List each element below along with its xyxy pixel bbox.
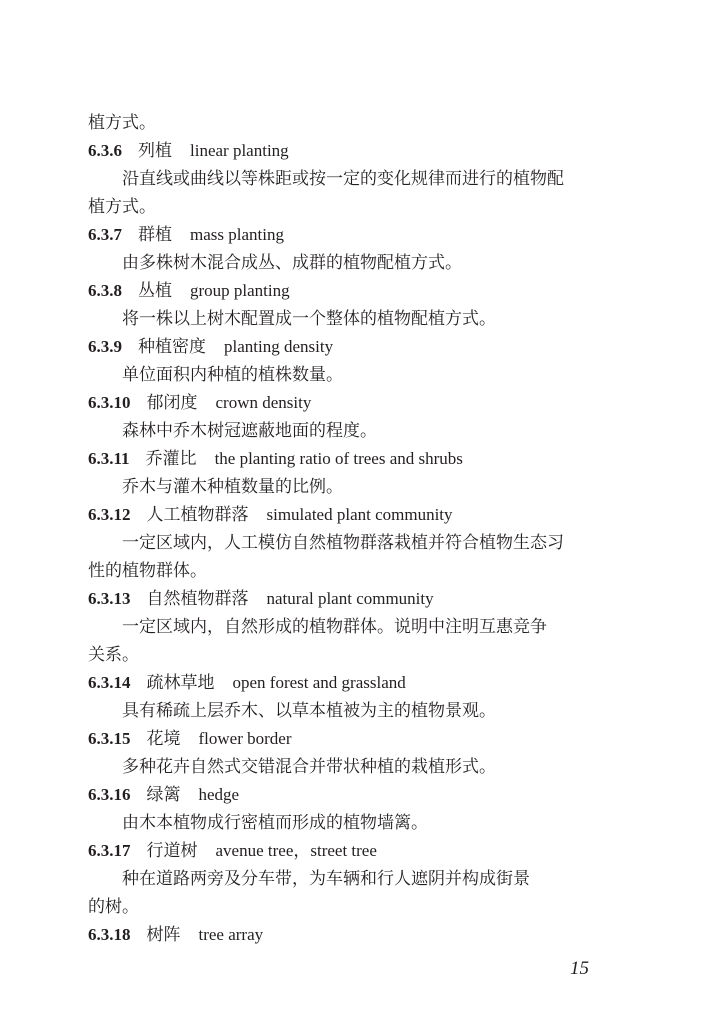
definition-line: 一定区域内，人工模仿自然植物群落栽植并符合植物生态习 (122, 533, 564, 553)
term-chinese: 自然植物群落 (146, 589, 249, 609)
term-heading (88, 921, 648, 949)
clause-number: 6.3.7 (88, 225, 122, 244)
term-heading (88, 445, 648, 473)
term-chinese: 乔灌比 (145, 449, 197, 469)
page-number: 15 (570, 958, 589, 979)
definition-line: 由木本植物成行密植而形成的植物墙篱。 (122, 813, 428, 833)
term-heading (88, 501, 648, 529)
term-heading (88, 333, 648, 361)
clause-number: 6.3.12 (88, 505, 131, 524)
term-chinese: 疏林草地 (146, 673, 215, 693)
term-heading (88, 277, 648, 305)
term-chinese: 群植 (138, 225, 172, 245)
term-chinese: 郁闭度 (146, 393, 198, 413)
document-body (88, 109, 648, 949)
definition-line: 多种花卉自然式交错混合并带状种植的栽植形式。 (122, 757, 496, 777)
term-chinese: 丛植 (138, 281, 172, 301)
term-heading (88, 837, 648, 865)
term-chinese: 行道树 (146, 841, 198, 861)
term-english: avenue tree，street tree (215, 841, 377, 860)
term-english: crown density (215, 393, 312, 412)
continuation-line: 的树。 (88, 897, 139, 917)
definition-line: 森林中乔木树冠遮蔽地面的程度。 (122, 421, 377, 441)
continuation-line: 性的植物群体。 (88, 561, 207, 581)
definition-line: 沿直线或曲线以等株距或按一定的变化规律而进行的植物配 (122, 169, 564, 189)
definition-line: 由多株树木混合成丛、成群的植物配植方式。 (122, 253, 462, 273)
term-chinese: 人工植物群落 (146, 505, 249, 525)
clause-number: 6.3.15 (88, 729, 131, 748)
term-english: planting density (224, 337, 334, 356)
definition-line: 一定区域内，自然形成的植物群体。说明中注明互惠竞争 (122, 617, 547, 637)
clause-number: 6.3.16 (88, 785, 131, 804)
term-heading (88, 585, 648, 613)
term-english: flower border (198, 729, 292, 748)
term-english: tree array (198, 925, 264, 944)
term-english: natural plant community (266, 589, 434, 608)
definition-line: 乔木与灌木种植数量的比例。 (122, 477, 343, 497)
term-english: open forest and grassland (232, 673, 406, 692)
continuation-line: 植方式。 (88, 197, 156, 217)
clause-number: 6.3.18 (88, 925, 131, 944)
term-english: mass planting (190, 225, 284, 244)
definition-line: 单位面积内种植的植株数量。 (122, 365, 343, 385)
clause-number: 6.3.17 (88, 841, 131, 860)
term-english: simulated plant community (266, 505, 453, 524)
clause-number: 6.3.9 (88, 337, 122, 356)
clause-number: 6.3.14 (88, 673, 131, 692)
term-english: hedge (198, 785, 240, 804)
clause-number: 6.3.6 (88, 141, 122, 160)
term-chinese: 列植 (138, 141, 172, 161)
definition-line: 将一株以上树木配置成一个整体的植物配植方式。 (122, 309, 496, 329)
clause-number: 6.3.10 (88, 393, 131, 412)
term-heading (88, 781, 648, 809)
clause-number: 6.3.11 (88, 449, 130, 468)
term-heading (88, 725, 648, 753)
continuation-line: 关系。 (88, 645, 139, 665)
definition-line: 具有稀疏上层乔木、以草本植被为主的植物景观。 (122, 701, 496, 721)
term-english: group planting (190, 281, 290, 300)
clause-number: 6.3.13 (88, 589, 131, 608)
continuation-line: 植方式。 (88, 113, 156, 133)
term-heading (88, 221, 648, 249)
term-chinese: 树阵 (146, 925, 181, 945)
clause-number: 6.3.8 (88, 281, 122, 300)
term-english: linear planting (190, 141, 289, 160)
term-chinese: 种植密度 (138, 337, 206, 357)
term-chinese: 绿篱 (146, 785, 181, 805)
term-chinese: 花境 (146, 729, 181, 749)
term-heading (88, 389, 648, 417)
definition-line: 种在道路两旁及分车带，为车辆和行人遮阴并构成街景 (122, 869, 530, 889)
term-heading (88, 137, 648, 165)
term-english: the planting ratio of trees and shrubs (214, 449, 463, 468)
term-heading (88, 669, 648, 697)
